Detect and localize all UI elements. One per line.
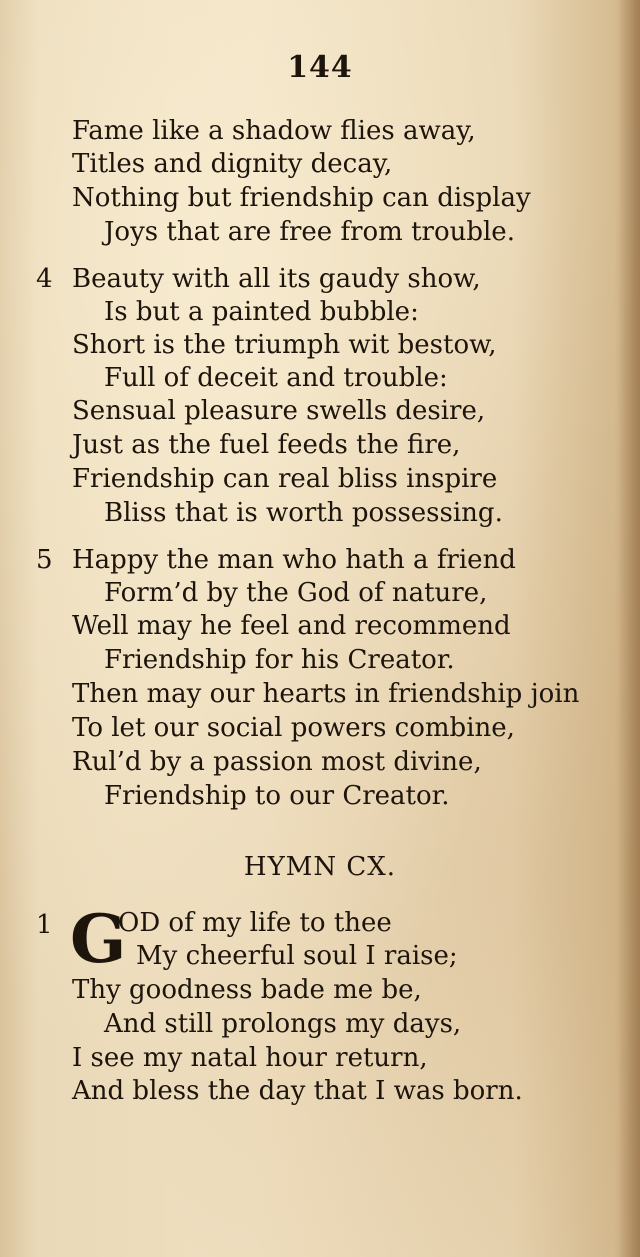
verse-line: Friendship for his Creator. [104, 645, 455, 675]
verse-line: Bliss that is worth possessing. [104, 498, 503, 528]
verse-line: Just as the fuel feeds the fire, [72, 430, 461, 460]
verse-line: Joys that are free from trouble. [104, 217, 515, 247]
verse-line: Full of deceit and trouble: [104, 363, 448, 393]
verse-line: Beauty with all its gaudy show, [72, 264, 481, 294]
page-edge-shadow [618, 0, 640, 1257]
verse-line: Sensual pleasure swells desire, [72, 396, 486, 426]
hymn-title: HYMN CX. [243, 852, 397, 882]
verse-line: Nothing but friendship can display [72, 183, 531, 213]
verse-line: Rul’d by a passion most divine, [72, 747, 482, 777]
verse-line: Thy goodness bade me be, [72, 975, 422, 1005]
verse-line: Friendship can real bliss inspire [72, 464, 498, 494]
verse-number: 5 [36, 545, 53, 575]
verse-line: I see my natal hour return, [72, 1043, 428, 1073]
verse-line: Short is the triumph wit bestow, [72, 330, 497, 360]
verse-line: Form’d by the God of nature, [104, 578, 488, 608]
verse-number: 1 [36, 910, 53, 940]
verse-line: OD of my life to thee [118, 908, 392, 938]
page-number: 144 [287, 50, 353, 85]
verse-line: Titles and dignity decay, [72, 149, 393, 179]
verse-number: 4 [36, 264, 53, 294]
verse-line: And still prolongs my days, [104, 1009, 462, 1039]
verse-line: To let our social powers combine, [72, 713, 515, 743]
verse-line: Is but a painted bubble: [104, 297, 419, 327]
verse-line: My cheerful soul I raise; [136, 941, 458, 971]
verse-line: Well may he feel and recommend [72, 611, 511, 641]
verse-line: Then may our hearts in friendship join [72, 679, 580, 709]
verse-line: Friendship to our Creator. [104, 781, 450, 811]
verse-line: Fame like a shadow flies away, [72, 116, 476, 146]
verse-line: And bless the day that I was born. [72, 1076, 523, 1106]
verse-line: Happy the man who hath a friend [72, 545, 516, 575]
drop-cap: G [70, 900, 127, 978]
